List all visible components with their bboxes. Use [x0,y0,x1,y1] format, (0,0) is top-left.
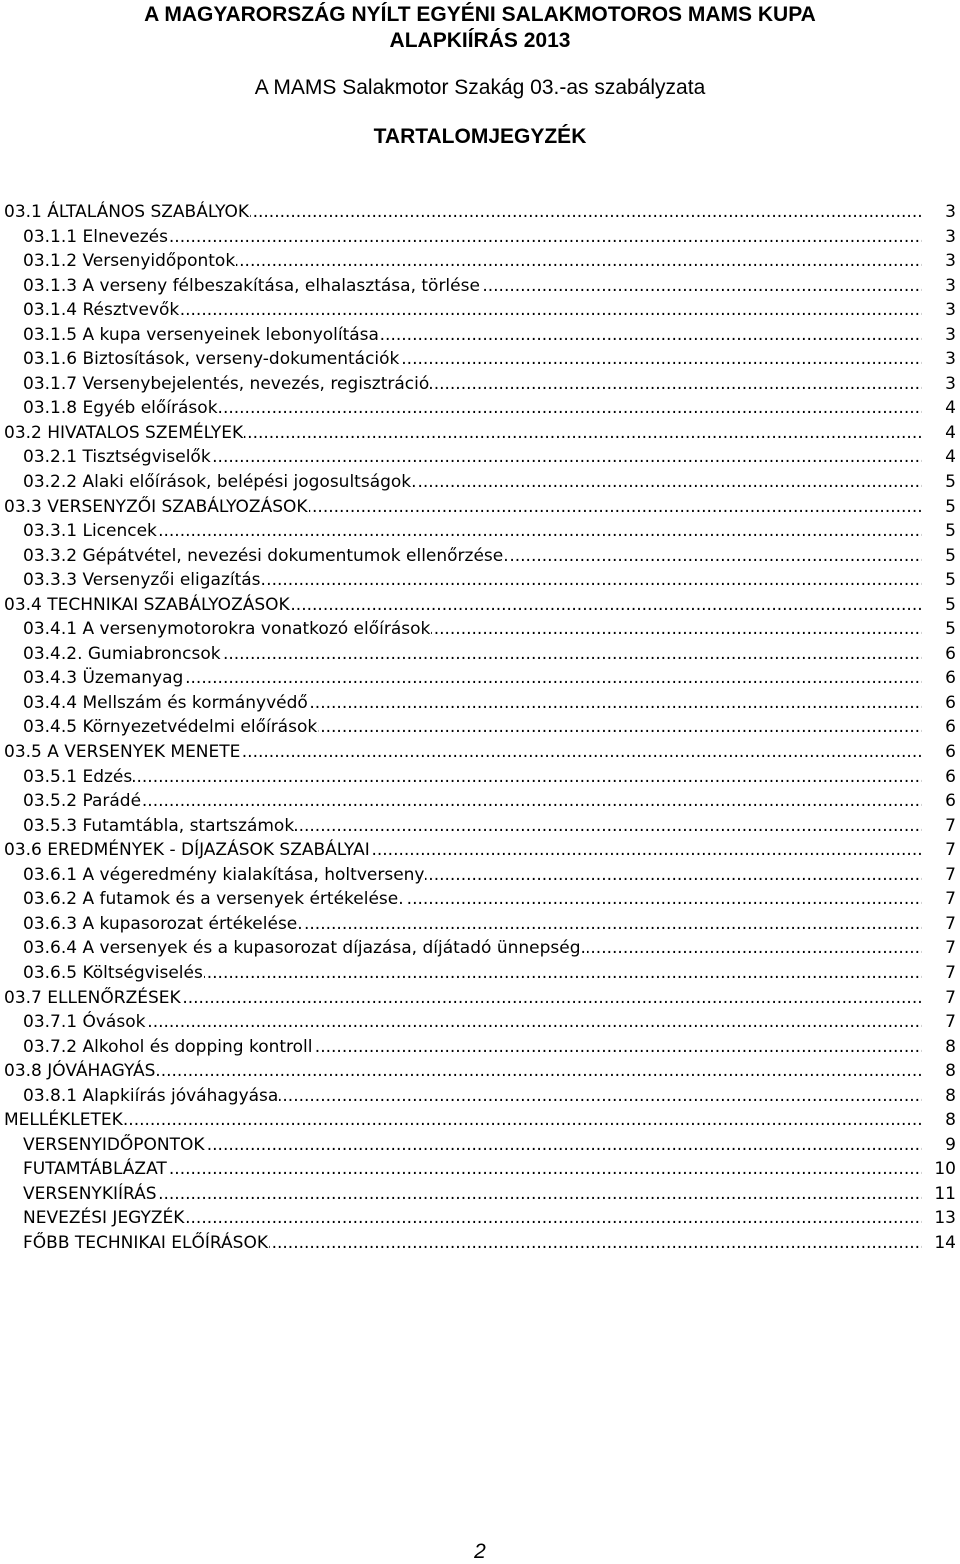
toc-entry-label: 03.2.1 Tisztségviselők [23,447,211,468]
toc-entry-label: 03.6.2 A futamok és a versenyek értékelése. [23,889,404,910]
toc-entry[interactable] [0,274,960,299]
toc-entry[interactable] [0,323,960,348]
toc-entry-page-number: 3 [943,200,956,225]
toc-entry-page-number: 3 [943,323,956,348]
toc-dot-leader [23,1010,922,1035]
toc-entry[interactable] [0,225,960,250]
toc-entry[interactable] [0,838,960,863]
document-title-line-2: ALAPKIÍRÁS 2013 [389,29,571,52]
toc-entry-page-number: 5 [943,495,956,520]
toc-entry[interactable] [0,1084,960,1109]
toc-entry[interactable] [0,936,960,961]
toc-entry-label: 03.1.8 Egyéb előírások [23,398,218,419]
toc-entry[interactable] [0,396,960,421]
toc-entry-page-number: 8 [943,1059,956,1084]
toc-entry[interactable] [0,495,960,520]
toc-entry-page-number: 5 [943,617,956,642]
toc-entry-page-number: 3 [943,347,956,372]
toc-entry-label: 03.1.1 Elnevezés [23,226,168,247]
toc-entry-label: 03.2.2 Alaki előírások, belépési jogosultságok. [23,472,417,493]
toc-entry-page-number: 7 [943,936,956,961]
toc-entry-page-number: 6 [943,765,956,790]
toc-entry[interactable] [0,593,960,618]
toc-entry-page-number: 6 [943,691,956,716]
toc-entry[interactable] [0,544,960,569]
toc-entry-label: 03.7.1 Óvások [23,1012,146,1033]
toc-entry-label: 03.4.1 A versenymotorokra vonatkozó előírások [23,619,431,640]
toc-entry-label: 03.6.4 A versenyek és a kupasorozat díjazása, díjátadó ünnepség. [23,938,586,959]
toc-entry[interactable] [0,740,960,765]
toc-heading: TARTALOMJEGYZÉK [373,125,587,148]
toc-entry-page-number: 4 [943,396,956,421]
toc-entry-page-number: 5 [943,519,956,544]
toc-entry-label: 03.6.5 Költségviselés [23,962,203,983]
toc-entry[interactable] [0,470,960,495]
toc-entry[interactable] [0,1010,960,1035]
toc-entry-label: 03.4.3 Üzemanyag [23,668,184,689]
toc-entry-label: 03.1.5 A kupa versenyeinek lebonyolítása [23,324,379,345]
toc-entry[interactable] [0,372,960,397]
toc-entry[interactable] [0,814,960,839]
toc-entry-page-number: 5 [943,470,956,495]
toc-entry-page-number: 11 [932,1182,956,1207]
toc-entry[interactable] [0,691,960,716]
toc-entry-page-number: 4 [943,445,956,470]
toc-entry-label: 03.4.4 Mellszám és kormányvédő [23,692,308,713]
toc-entry[interactable] [0,421,960,446]
toc-entry[interactable] [0,789,960,814]
toc-entry-page-number: 14 [932,1231,956,1256]
toc-entry[interactable] [0,1133,960,1158]
toc-entry-page-number: 6 [943,789,956,814]
toc-entry-label: 03.1.3 A verseny félbeszakítása, elhalasztása, törlése [23,275,480,296]
toc-entry-page-number: 7 [943,961,956,986]
toc-entry[interactable] [0,715,960,740]
toc-entry-label: 03.1.4 Résztvevők [23,300,180,321]
toc-entry[interactable] [0,347,960,372]
toc-entry-page-number: 9 [943,1133,956,1158]
toc-entry[interactable] [0,961,960,986]
toc-entry[interactable] [0,445,960,470]
toc-entry-label: 03.3.1 Licencek [23,521,157,542]
toc-entry-page-number: 7 [943,814,956,839]
toc-entry-page-number: 7 [943,1010,956,1035]
toc-entry-label: 03.3 VERSENYZŐI SZABÁLYOZÁSOK [4,496,308,517]
table-of-contents [0,200,960,1256]
toc-entry-page-number: 6 [943,642,956,667]
toc-entry-label: 03.4 TECHNIKAI SZABÁLYOZÁSOK [4,594,290,615]
toc-entry-label: 03.3.3 Versenyzői eligazítás. [23,570,266,591]
toc-entry-page-number: 8 [943,1084,956,1109]
toc-entry[interactable] [0,912,960,937]
toc-entry-label: 03.1.7 Versenybejelentés, nevezés, regisztráció [23,373,430,394]
toc-entry-label: VERSENYIDŐPONTOK [23,1134,205,1155]
toc-entry-page-number: 5 [943,593,956,618]
toc-dot-leader [23,789,922,814]
toc-entry-label: 03.1.2 Versenyidőpontok [23,251,236,272]
toc-entry-label: FŐBB TECHNIKAI ELŐÍRÁSOK [23,1232,268,1253]
toc-entry-page-number: 6 [943,715,956,740]
toc-entry[interactable] [0,986,960,1011]
toc-entry-label: 03.2 HIVATALOS SZEMÉLYEK [4,422,244,443]
toc-entry-label: 03.6.1 A végeredmény kialakítása, holtverseny [23,864,425,885]
toc-entry-label: 03.5.2 Parádé [23,791,142,812]
toc-entry-page-number: 3 [943,225,956,250]
toc-entry-page-number: 6 [943,666,956,691]
toc-entry[interactable] [0,1182,960,1207]
toc-entry-page-number: 13 [932,1206,956,1231]
toc-entry-page-number: 3 [943,249,956,274]
toc-entry-label: 03.4.2. Gumiabroncsok [23,643,221,664]
toc-entry-label: MELLÉKLETEK [4,1110,123,1131]
toc-entry[interactable] [0,863,960,888]
toc-entry[interactable] [0,1206,960,1231]
toc-entry-label: VERSENYKIÍRÁS [23,1183,157,1204]
toc-entry-label: 03.3.2 Gépátvétel, nevezési dokumentumok ellenőrzése. [23,545,509,566]
toc-entry-label: 03.7 ELLENŐRZÉSEK [4,987,181,1008]
document-title-line-1: A MAGYARORSZÁG NYÍLT EGYÉNI SALAKMOTOROS MAMS KUPA [144,3,816,26]
toc-entry-label: 03.1 ÁLTALÁNOS SZABÁLYOK [4,202,250,222]
toc-entry[interactable] [0,568,960,593]
toc-entry-page-number: 10 [932,1157,956,1182]
toc-entry-label: 03.1.6 Biztosítások, verseny-dokumentációk [23,349,400,370]
toc-entry[interactable] [0,298,960,323]
toc-entry-page-number: 6 [943,740,956,765]
toc-entry-page-number: 5 [943,568,956,593]
toc-entry[interactable] [0,666,960,691]
toc-entry[interactable] [0,200,960,225]
toc-entry-label: 03.5.3 Futamtábla, startszámok [23,815,295,836]
toc-entry-page-number: 7 [943,863,956,888]
toc-entry[interactable] [0,642,960,667]
toc-entry[interactable] [0,249,960,274]
toc-entry[interactable] [0,617,960,642]
toc-entry-page-number: 8 [943,1108,956,1133]
toc-entry[interactable] [0,1035,960,1060]
toc-entry-label: 03.8 JÓVÁHAGYÁS [4,1061,156,1082]
toc-entry-label: 03.7.2 Alkohol és dopping kontroll [23,1036,313,1057]
toc-entry-label: 03.4.5 Környezetvédelmi előírások [23,717,318,738]
toc-entry-label: NEVEZÉSI JEGYZÉK [23,1208,185,1229]
toc-entry-page-number: 7 [943,838,956,863]
toc-entry-page-number: 8 [943,1035,956,1060]
toc-dot-leader [4,1108,922,1133]
toc-entry-page-number: 7 [943,986,956,1011]
toc-entry[interactable] [0,1231,960,1256]
toc-entry[interactable] [0,1157,960,1182]
toc-entry[interactable] [0,519,960,544]
toc-entry-page-number: 5 [943,544,956,569]
toc-entry-label: FUTAMTÁBLÁZAT [23,1159,167,1180]
toc-entry-page-number: 3 [943,298,956,323]
toc-entry-page-number: 4 [943,421,956,446]
toc-entry-label: 03.5 A VERSENYEK MENETE [4,742,241,763]
toc-entry-page-number: 3 [943,274,956,299]
toc-entry-label: 03.8.1 Alapkiírás jóváhagyása [23,1085,279,1106]
toc-dot-leader [23,765,922,790]
toc-entry-label: 03.5.1 Edzés [23,766,133,787]
toc-entry-page-number: 3 [943,372,956,397]
toc-entry-page-number: 7 [943,912,956,937]
toc-entry-label: 03.6.3 A kupasorozat értékelése. [23,913,303,934]
toc-entry[interactable] [0,765,960,790]
toc-entry[interactable] [0,887,960,912]
toc-entry[interactable] [0,1059,960,1084]
toc-entry-page-number: 7 [943,887,956,912]
toc-entry[interactable] [0,1108,960,1133]
document-subtitle: A MAMS Salakmotor Szakág 03.-as szabályzata [254,76,706,99]
page-number: 2 [474,1540,486,1563]
toc-entry-label: 03.6 EREDMÉNYEK - DÍJAZÁSOK SZABÁLYAI [4,840,370,861]
